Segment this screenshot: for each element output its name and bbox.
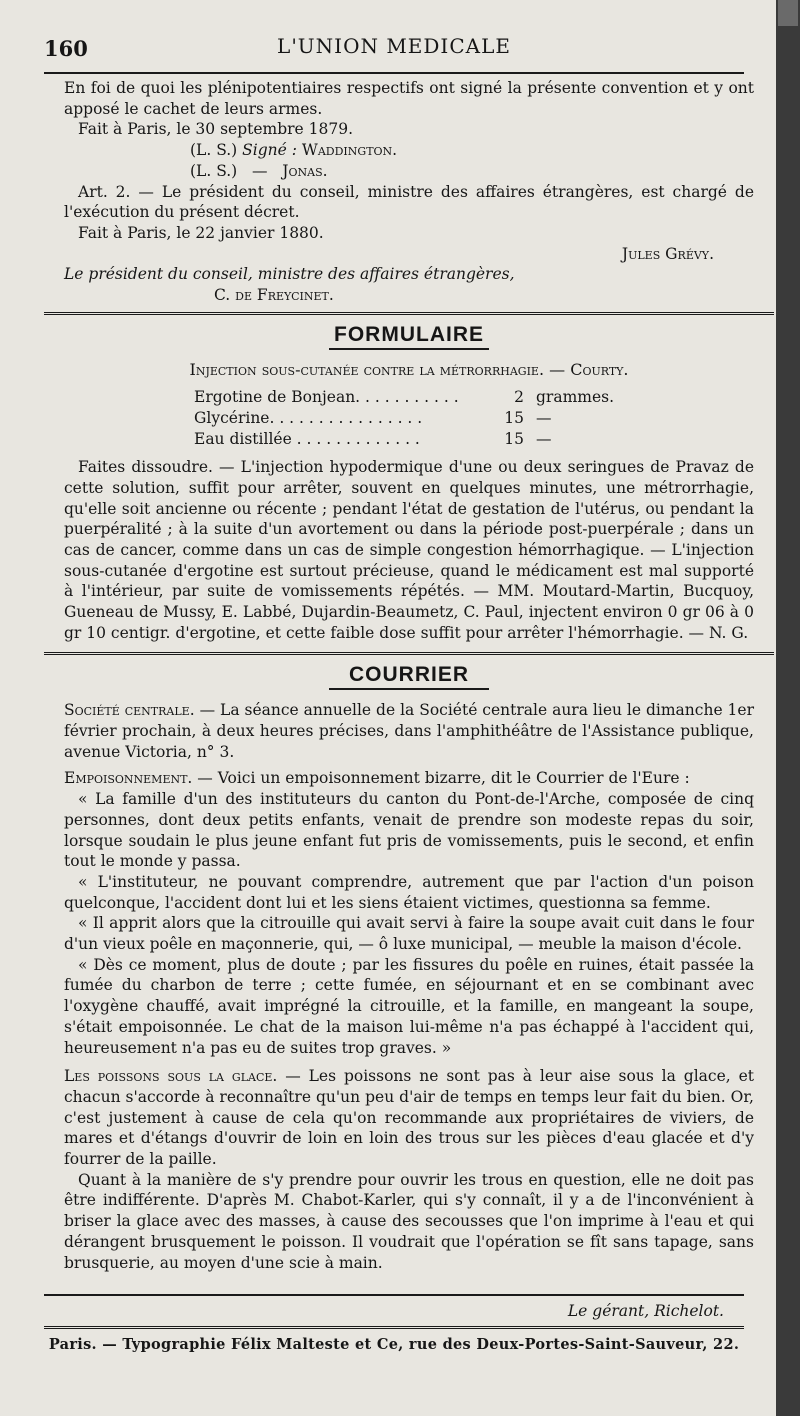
ditto-dash: —	[252, 161, 268, 180]
formulaire-heading: FORMULAIRE	[334, 322, 484, 346]
signatory-jonas: Jonas.	[282, 161, 328, 180]
empoisonnement-heading: Empoisonnement.	[64, 769, 193, 788]
decree-date: Fait à Paris, le 22 janvier 1880.	[78, 223, 324, 242]
ingredient-row: Ergotine de Bonjean. . . . . . . . . . . 2 grammes.	[194, 388, 615, 407]
section-divider	[44, 652, 774, 655]
convention-place-date: Fait à Paris, le 30 septembre 1879.	[78, 120, 354, 139]
formulaire-body: Faites dissoudre. — L'injection hypodermique d'une ou deux seringues de Pravaz de cette solution, suffit pour arrêter, souvent en quelques minutes, une métrorrhagie, qu'elle soit ancienne ou récente ; pendant l'état de gestation de l'utérus, ou pendant la puerpéralité ; à la suite d'un avortement ou dans la période post-puerpérale ; dans un cas de cancer, comme dans un cas de simple congestion hémorrhagique. — L'injection sous-cutanée d'ergotine est surtout précieuse, quand le médicament est mal supporté à l'intérieur, par suite de vomissements répétés. — MM. Moutard-Martin, Bucquoy, Gueneau de Mussy, E. Labbé, Dujardin-Beaumetz, C. Paul, injectent environ 0 gr 06 à 0 gr 10 centigr. d'ergotine, et cette faible dose suffit pour arrêter l'hémorrhagie. — N. G.	[64, 458, 754, 642]
poissons-paragraph: Quant à la manière de s'y prendre pour ouvrir les trous en question, elle ne doit pas être indifférente. D'après M. Chabot-Karler, qui s'y connaît, il y a de l'inconvénient à briser la glace avec des masses, à cause des secousses que l'on imprime à l'eau et qui dérangent brusquement le poisson. Il voudrait que l'opération se fît sans tapage, sans brusquerie, au moyen d'une scie à main.	[64, 1170, 754, 1272]
poissons-text: — Les poissons ne sont pas à leur aise sous la glace, et chacun s'accorde à reconnaître qu'un peu d'air de temps en temps leur fait du bien. Or, c'est justement à cause de cela qu'on recommande aux propriétaires de viviers, de mares et d'étangs d'ouvrir de loin en loin des trous sur les pièces d'eau glacée et d'y fourrer de la paille.	[64, 1067, 754, 1169]
gerant-signature: Le gérant, Richelot.	[567, 1302, 724, 1320]
countersign-title: Le président du conseil, ministre des affaires étrangères,	[64, 265, 515, 284]
signature-line-1	[64, 140, 754, 161]
societe-item	[64, 700, 754, 762]
footer-rule	[44, 1294, 744, 1296]
page-number: 160	[44, 36, 88, 61]
poissons-item	[64, 1066, 754, 1170]
ingredient-row: Glycérine. . . . . . . . . . . . . . . . 15 —	[194, 408, 552, 427]
running-title: L'UNION MEDICALE	[277, 34, 511, 58]
signatory-waddington: Waddington.	[301, 141, 398, 160]
societe-text: — La séance annuelle de la Société centrale aura lieu le dimanche 1er février prochain, à deux heures précises, dans l'amphithéâtre de l'Assistance publique, avenue Victoria, n° 3.	[64, 701, 754, 761]
poissons-heading: Les poissons sous la glace.	[64, 1067, 278, 1086]
signature-line-2	[64, 161, 754, 182]
quote-paragraph: « Il apprit alors que la citrouille qui avait servi à faire la soupe avait cuit dans le four d'un vieux poêle en maçonnerie, qui, — ô luxe municipal, — meuble la maison d'école.	[64, 914, 754, 954]
empoisonnement-item	[64, 768, 754, 789]
heading-underline	[329, 688, 489, 690]
recipe-title: Injection sous-cutanée contre la métrorrhagie. — Courty.	[189, 360, 629, 380]
header-rule	[44, 72, 744, 74]
signed-word: Signé :	[242, 141, 297, 160]
quote-paragraph: « La famille d'un des instituteurs du canton du Pont-de-l'Arche, composée de cinq personnes, dont deux petits enfants, venait de prendre son modeste repas du soir, lorsque soudain le plus jeune enfant fut pris de vomissements, puis le second, et enfin tout le monde y passa.	[64, 790, 754, 871]
decree-signatory: Jules Grévy.	[621, 244, 714, 263]
quote-paragraph: « Dès ce moment, plus de doute ; par les fissures du poêle en ruines, était passée la fumée du charbon de terre ; cette fumée, en séjournant et en se combinant avec l'oxygène chauffé, avait imprégné la citrouille, et la famille, en mangeant la soupe, s'était empoisonnée. Le chat de la maison lui-même n'a pas échappé à l'accident qui, heureusement n'a pas eu de suites trop graves. »	[64, 955, 754, 1057]
quote-paragraph: « L'instituteur, ne pouvant comprendre, autrement que par l'action d'un poison quelconque, l'accident dont lui et les siens étaient victimes, questionna sa femme.	[64, 872, 754, 912]
footer-double-rule	[44, 1326, 744, 1329]
printer-imprint: Paris. — Typographie Félix Malteste et Ce, rue des Deux-Portes-Saint-Sauveur, 22.	[48, 1336, 740, 1353]
page-header	[44, 28, 744, 68]
page-content	[64, 78, 754, 1273]
seal-mark: (L. S.)	[190, 161, 238, 180]
ingredient-list	[194, 387, 634, 449]
empoisonnement-intro: — Voici un empoisonnement bizarre, dit le Courrier de l'Eure :	[197, 769, 690, 788]
courrier-heading: COURRIER	[348, 662, 469, 686]
ingredient-row: Eau distillée . . . . . . . . . . . . . 15 —	[194, 429, 552, 448]
binding-tab	[778, 0, 798, 26]
seal-mark: (L. S.)	[190, 141, 238, 160]
convention-paragraph: En foi de quoi les plénipotentiaires respectifs ont signé la présente convention et y ont apposé le cachet de leurs armes.	[64, 79, 754, 118]
heading-underline	[329, 348, 489, 350]
binding-edge	[776, 0, 800, 1416]
societe-heading: Société centrale.	[64, 701, 195, 720]
section-divider	[44, 312, 774, 315]
countersign-name: C. de Freycinet.	[214, 286, 334, 305]
article-2: Art. 2. — Le président du conseil, ministre des affaires étrangères, est chargé de l'exécution du présent décret.	[64, 182, 754, 222]
